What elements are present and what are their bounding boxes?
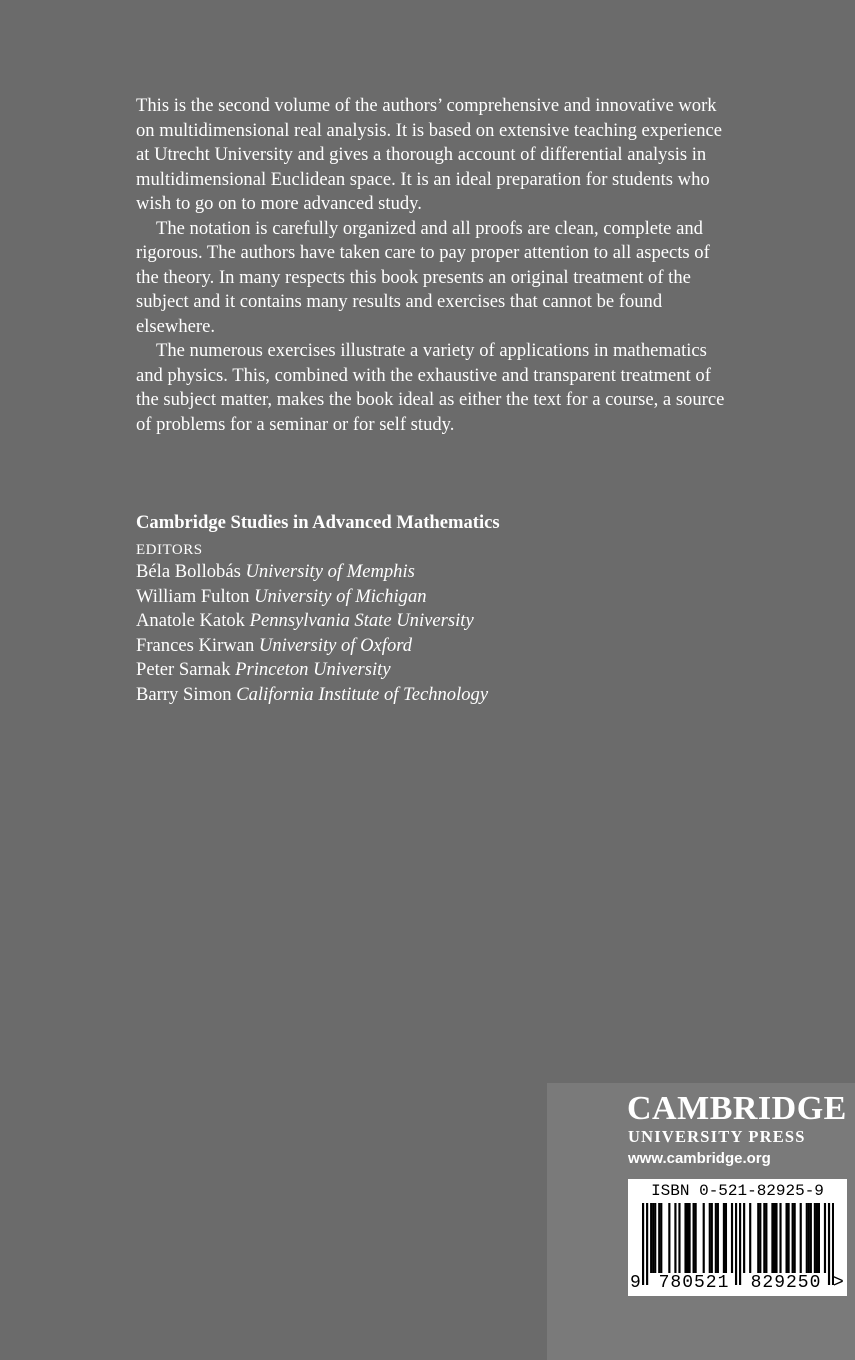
barcode-bar bbox=[642, 1203, 644, 1285]
ean-first-digit: 9 bbox=[630, 1273, 641, 1293]
barcode-bar bbox=[765, 1203, 767, 1273]
editor-entry bbox=[136, 585, 736, 610]
barcode-bar bbox=[678, 1203, 680, 1273]
blurb-paragraph-2: The notation is carefully organized and all proofs are clean, complete and rigorous. The authors have taken care to pay proper attention to all aspects of the theory. In many respects this book presents an original treatment of the subject and it contains many results and exercises that cannot be found elsewhere. bbox=[136, 217, 710, 337]
barcode-bar bbox=[684, 1203, 686, 1273]
barcode-bar bbox=[693, 1203, 695, 1273]
barcode-bar bbox=[757, 1203, 759, 1273]
barcode-bar bbox=[806, 1203, 808, 1273]
barcode-bar bbox=[824, 1203, 826, 1273]
barcode-bar bbox=[794, 1203, 796, 1273]
back-cover-blurb bbox=[136, 94, 726, 437]
editor-entry bbox=[136, 634, 736, 659]
publisher-logo-name: CAMBRIDGE bbox=[627, 1090, 847, 1127]
editor-entry bbox=[136, 560, 736, 585]
editor-entry bbox=[136, 683, 736, 708]
ean-end-mark: > bbox=[833, 1273, 844, 1293]
barcode-bar bbox=[763, 1203, 765, 1273]
barcode-bar bbox=[743, 1203, 745, 1273]
blurb-paragraph-3: The numerous exercises illustrate a variety of applications in mathematics and physics. This, combined with the exhaustive and transparent treatment of the subject matter, makes the book ideal as either the text for a course, a source of problems for a seminar or for self study. bbox=[136, 340, 725, 435]
barcode-bar bbox=[788, 1203, 790, 1273]
barcode-bar bbox=[759, 1203, 761, 1273]
editor-name: Frances Kirwan bbox=[136, 634, 255, 656]
editor-affiliation: Princeton University bbox=[235, 659, 391, 680]
editor-affiliation: University of Memphis bbox=[245, 561, 415, 582]
barcode-bar bbox=[808, 1203, 810, 1273]
barcode-bar bbox=[686, 1203, 688, 1273]
editor-name: Peter Sarnak bbox=[136, 659, 231, 680]
barcode-bar bbox=[800, 1203, 802, 1273]
barcode-bar bbox=[816, 1203, 818, 1273]
series-title: Cambridge Studies in Advanced Mathematics bbox=[136, 512, 500, 533]
series-info bbox=[136, 511, 736, 707]
publisher-url: www.cambridge.org bbox=[628, 1150, 771, 1167]
ean-right-digits: 829250 bbox=[750, 1273, 822, 1293]
blurb-paragraph-1: This is the second volume of the authors’ comprehensive and innovative work on multidimensional real analysis. It is based on extensive teaching experience at Utrecht University and gives a thorough account of differential analysis in multidimensional Euclidean space. It is an ideal preparation for students who wish to go on to more advanced study. bbox=[136, 95, 723, 214]
editor-name: William Fulton bbox=[136, 585, 250, 607]
publisher-panel bbox=[547, 1083, 855, 1360]
barcode-bar bbox=[703, 1203, 705, 1273]
barcode-bar bbox=[646, 1203, 648, 1285]
barcode-bar bbox=[711, 1203, 713, 1273]
barcode-bar bbox=[650, 1203, 652, 1273]
barcode-bar bbox=[749, 1203, 751, 1273]
barcode-bar bbox=[654, 1203, 656, 1273]
barcode-bar bbox=[792, 1203, 794, 1273]
isbn-barcode bbox=[628, 1179, 847, 1296]
barcode-bar bbox=[731, 1203, 733, 1273]
editor-name: Anatole Katok bbox=[136, 610, 245, 631]
isbn-label: ISBN 0-521-82925-9 bbox=[651, 1182, 824, 1200]
ean-left-digits: 780521 bbox=[658, 1273, 730, 1293]
barcode-bar bbox=[674, 1203, 676, 1273]
editor-affiliation: University of Oxford bbox=[258, 634, 413, 656]
barcode-bar bbox=[725, 1203, 727, 1273]
barcode-bar bbox=[660, 1203, 662, 1273]
barcode-bar bbox=[668, 1203, 670, 1273]
barcode-bar bbox=[709, 1203, 711, 1273]
publisher-logo-subtitle: UNIVERSITY PRESS bbox=[628, 1127, 806, 1146]
barcode-bar bbox=[652, 1203, 654, 1273]
barcode-bar bbox=[814, 1203, 816, 1273]
barcode-bar bbox=[810, 1203, 812, 1273]
barcode-bar bbox=[818, 1203, 820, 1273]
editor-name: Barry Simon bbox=[136, 683, 232, 705]
editor-name: Béla Bollobás bbox=[136, 561, 241, 582]
barcode-bar bbox=[773, 1203, 775, 1273]
editor-affiliation: California Institute of Technology bbox=[236, 683, 489, 705]
barcode-bar bbox=[715, 1203, 717, 1273]
barcode-bar bbox=[717, 1203, 719, 1273]
editor-affiliation: University of Michigan bbox=[254, 585, 427, 607]
editor-entry bbox=[136, 658, 736, 683]
barcode-bar bbox=[771, 1203, 773, 1273]
barcode-bar bbox=[695, 1203, 697, 1273]
editors-label: EDITORS bbox=[136, 542, 203, 558]
barcode-bar bbox=[688, 1203, 690, 1273]
barcode-bar bbox=[779, 1203, 781, 1273]
barcode-bar bbox=[658, 1203, 660, 1273]
barcode-bar bbox=[785, 1203, 787, 1273]
barcode-bar bbox=[723, 1203, 725, 1273]
editor-affiliation: Pennsylvania State University bbox=[249, 610, 474, 631]
editor-entry bbox=[136, 609, 736, 634]
barcode-bar bbox=[775, 1203, 777, 1273]
